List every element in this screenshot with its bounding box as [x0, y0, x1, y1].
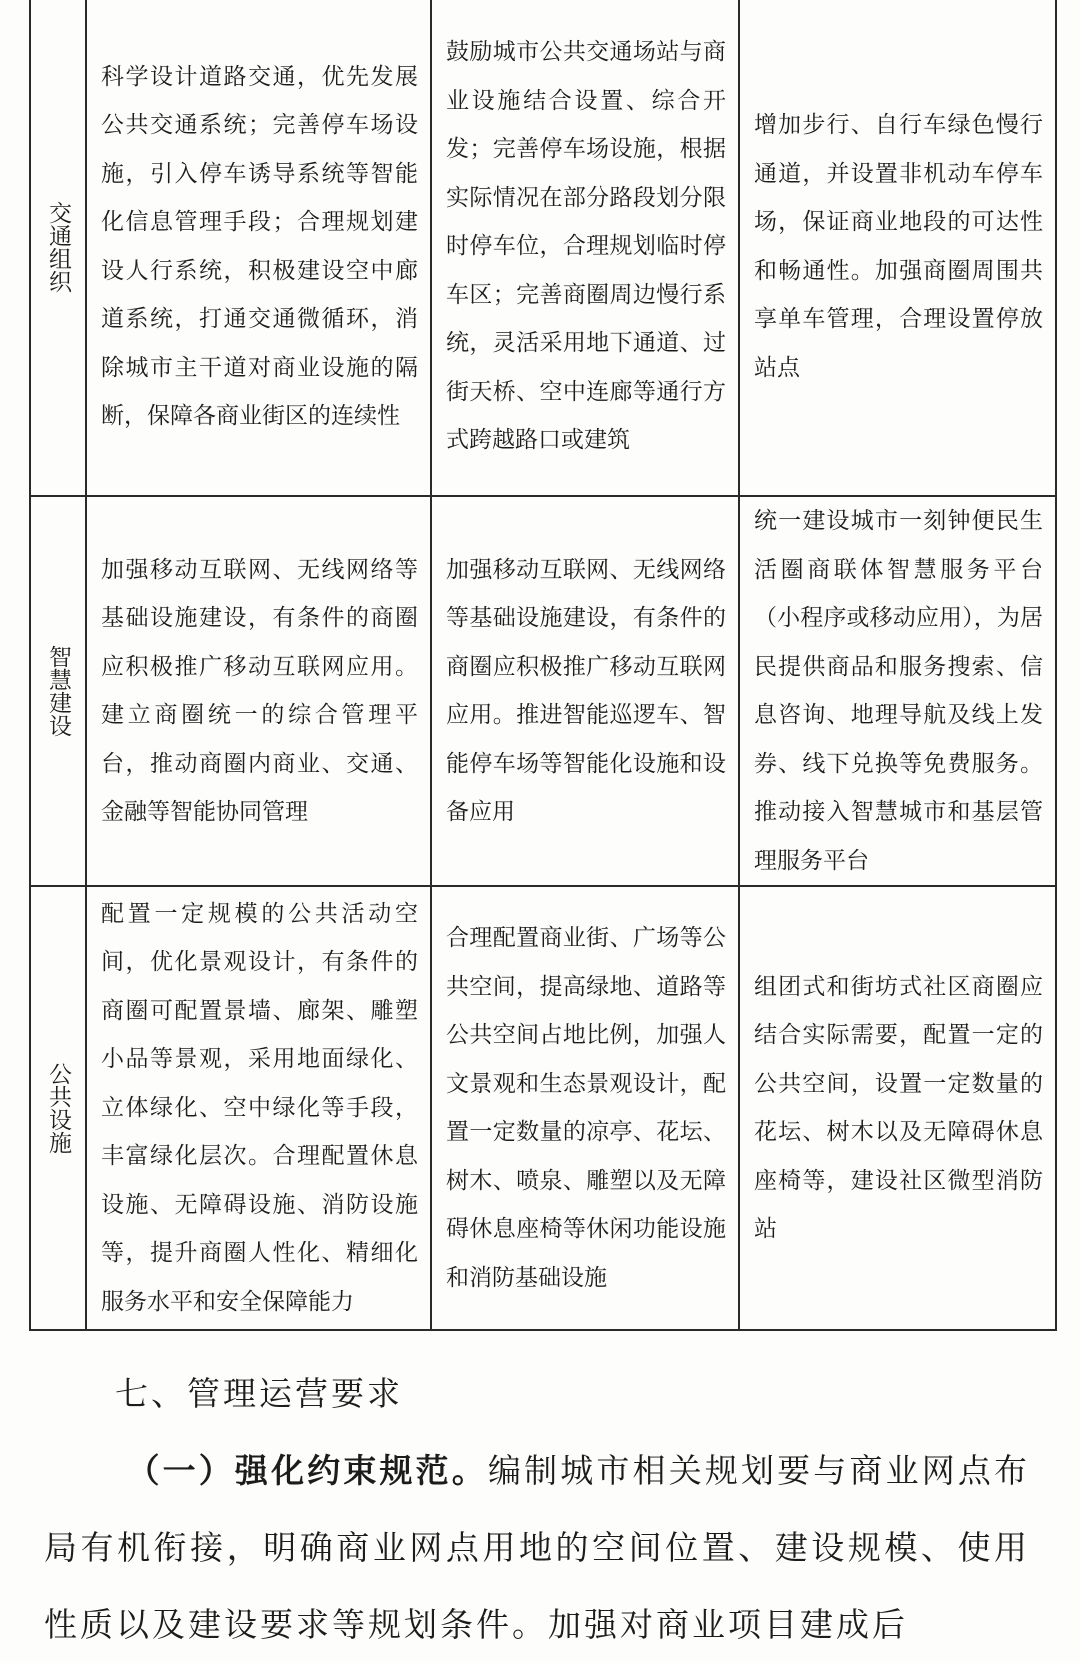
cell-text: 科学设计道路交通，优先发展公共交通系统；完善停车场设施，引入停车诱导系统等智能化信息管理手段；合理规划建设人行系统，积极建设空中廊道系统，打通交通微循环，消除城市主干道对商业设施的隔断，保障各商业街区的连续性 — [101, 63, 418, 429]
planning-requirements-table — [29, 0, 1057, 1331]
cell-smart-col2 — [431, 496, 739, 886]
table-row-traffic — [30, 0, 1056, 496]
cell-public-col1 — [86, 886, 431, 1330]
paragraph-body: 编制城市相关规划要与商业网点布局有机衔接，明确商业网点用地的空间位置、建设规模、使用性质以及建设要求等规划条件。加强对商业项目建成后 — [44, 1451, 1031, 1644]
cell-public-col2 — [431, 886, 739, 1330]
cell-text: 配置一定规模的公共活动空间，优化景观设计，有条件的商圈可配置景墙、廊架、雕塑小品等景观，采用地面绿化、立体绿化、空中绿化等手段，丰富绿化层次。合理配置休息设施、无障碍设施、消防设施等，提升商圈人性化、精细化服务水平和安全保障能力 — [101, 900, 418, 1315]
paragraph-lead: （一）强化约束规范。 — [126, 1451, 488, 1490]
cell-traffic-col2 — [431, 0, 739, 496]
cell-smart-col3 — [739, 496, 1056, 886]
table-row-smart — [30, 496, 1056, 886]
cell-text: 合理配置商业街、广场等公共空间，提高绿地、道路等公共空间占地比例，加强人文景观和生态景观设计，配置一定数量的凉亭、花坛、树木、喷泉、雕塑以及无障碍休息座椅等休闲功能设施和消防基础设施 — [446, 925, 726, 1291]
cell-text: 统一建设城市一刻钟便民生活圈商联体智慧服务平台（小程序或移动应用），为居民提供商品和服务搜索、信息咨询、地理导航及线上发券、线下兑换等免费服务。推动接入智慧城市和基层管理服务平台 — [754, 508, 1043, 874]
cell-text: 加强移动互联网、无线网络等基础设施建设，有条件的商圈应积极推广移动互联网应用。推进智能巡逻车、智能停车场等智能化设施和设备应用 — [446, 556, 726, 825]
section-paragraph — [44, 1432, 1030, 1663]
cell-traffic-col3 — [739, 0, 1056, 496]
category-traffic-organization: 交通组织 — [30, 0, 86, 496]
cell-text: 组团式和街坊式社区商圈应结合实际需要，配置一定的公共空间，设置一定数量的花坛、树木以及无障碍休息座椅等，建设社区微型消防站 — [754, 973, 1043, 1242]
cell-public-col3 — [739, 886, 1056, 1330]
category-smart-construction: 智慧建设 — [30, 496, 86, 886]
cell-text: 鼓励城市公共交通场站与商业设施结合设置、综合开发；完善停车场设施，根据实际情况在部分路段划分限时停车位，合理规划临时停车区；完善商圈周边慢行系统，灵活采用地下通道、过街天桥、空中连廊等通行方式跨越路口或建筑 — [446, 39, 726, 454]
cell-smart-col1 — [86, 496, 431, 886]
cell-text: 增加步行、自行车绿色慢行通道，并设置非机动车停车场，保证商业地段的可达性和畅通性。加强商圈周围共享单车管理，合理设置停放站点 — [754, 112, 1043, 381]
cell-traffic-col1 — [86, 0, 431, 496]
category-public-facilities: 公共设施 — [30, 886, 86, 1330]
cell-text: 加强移动互联网、无线网络等基础设施建设，有条件的商圈应积极推广移动互联网应用。建立商圈统一的综合管理平台，推动商圈内商业、交通、金融等智能协同管理 — [101, 556, 418, 825]
table-row-public — [30, 886, 1056, 1330]
section-heading: 七、管理运营要求 — [115, 1374, 403, 1413]
